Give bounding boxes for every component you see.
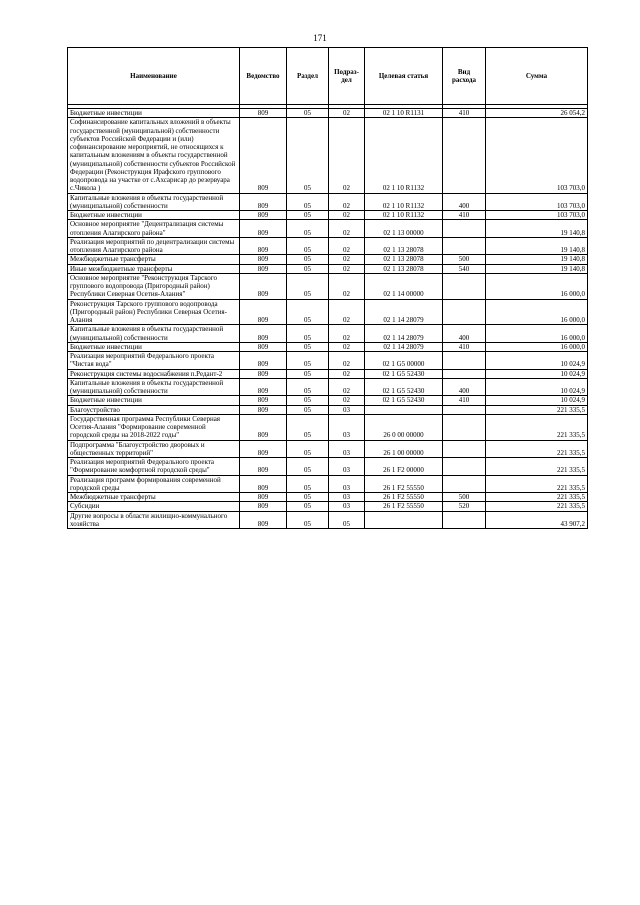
table-header-row — [68, 48, 588, 105]
cell-podrazdel: 02 — [329, 273, 365, 299]
cell-razdel: 05 — [287, 342, 329, 351]
cell-razdel: 05 — [287, 369, 329, 378]
table-row — [68, 264, 588, 273]
cell-vid — [443, 414, 486, 440]
header-razdel: Раздел — [287, 48, 329, 105]
cell-target: 02 1 14 28079 — [365, 299, 443, 325]
cell-summa: 221 335,5 — [486, 440, 588, 458]
cell-podrazdel: 02 — [329, 220, 365, 238]
cell-summa: 16 000,0 — [486, 325, 588, 343]
cell-name: Государственная программа Республики Северная Осетия-Алания "Формирование современной городской среды на 2018-2022 годы" — [68, 414, 240, 440]
table-row — [68, 109, 588, 118]
cell-podrazdel: 02 — [329, 378, 365, 396]
cell-vedomstvo: 809 — [240, 369, 287, 378]
page-number: 171 — [313, 33, 327, 43]
cell-summa: 16 000,0 — [486, 342, 588, 351]
cell-vedomstvo: 809 — [240, 475, 287, 493]
cell-name: Благоустройство — [68, 405, 240, 414]
cell-name: Капитальные вложения в объекты государственной (муниципальной) собственности — [68, 378, 240, 396]
cell-vid — [443, 220, 486, 238]
cell-target: 02 1 14 28079 — [365, 325, 443, 343]
cell-target: 02 1 10 R1131 — [365, 109, 443, 118]
cell-vid — [443, 405, 486, 414]
cell-razdel: 05 — [287, 109, 329, 118]
cell-vedomstvo: 809 — [240, 378, 287, 396]
cell-summa: 103 703,0 — [486, 193, 588, 211]
cell-summa: 19 140,8 — [486, 237, 588, 255]
cell-summa: 221 335,5 — [486, 414, 588, 440]
cell-target: 02 1 13 28078 — [365, 237, 443, 255]
table-row — [68, 220, 588, 238]
cell-razdel: 05 — [287, 325, 329, 343]
cell-target: 02 1 G5 52430 — [365, 378, 443, 396]
table-row — [68, 118, 588, 193]
cell-razdel: 05 — [287, 264, 329, 273]
cell-summa: 221 335,5 — [486, 493, 588, 502]
cell-podrazdel: 03 — [329, 458, 365, 476]
cell-vid: 410 — [443, 211, 486, 220]
cell-target: 02 1 G5 52430 — [365, 396, 443, 405]
cell-summa: 26 054,2 — [486, 109, 588, 118]
cell-target: 26 1 F2 55550 — [365, 493, 443, 502]
cell-razdel: 05 — [287, 220, 329, 238]
cell-razdel: 05 — [287, 502, 329, 511]
cell-target: 02 1 13 28078 — [365, 255, 443, 264]
header-summa: Сумма — [486, 48, 588, 105]
cell-name: Основное мероприятие "Децентрализация системы отопления Алагирского района" — [68, 220, 240, 238]
cell-vedomstvo: 809 — [240, 414, 287, 440]
cell-razdel: 05 — [287, 378, 329, 396]
cell-summa: 19 140,8 — [486, 255, 588, 264]
cell-razdel: 05 — [287, 475, 329, 493]
cell-vid — [443, 237, 486, 255]
cell-vid — [443, 511, 486, 529]
cell-vedomstvo: 809 — [240, 237, 287, 255]
cell-vid: 500 — [443, 255, 486, 264]
cell-vedomstvo: 809 — [240, 273, 287, 299]
cell-vid: 400 — [443, 378, 486, 396]
cell-name: Бюджетные инвестиции — [68, 342, 240, 351]
cell-vid — [443, 458, 486, 476]
cell-target: 02 1 13 28078 — [365, 264, 443, 273]
cell-podrazdel: 02 — [329, 237, 365, 255]
table-row — [68, 211, 588, 220]
cell-vedomstvo: 809 — [240, 220, 287, 238]
cell-name: Основное мероприятие "Реконструкция Тарского группового водопровода (Пригородный район) Республики Северная Осетия-Алания" — [68, 273, 240, 299]
cell-target: 02 1 G5 52430 — [365, 369, 443, 378]
table-row — [68, 255, 588, 264]
cell-name: Реализация программ формирования современной городской среды — [68, 475, 240, 493]
cell-name: Реконструкция Тарского группового водопровода (Пригородный район) Республики Северная Осетия-Алания — [68, 299, 240, 325]
cell-vedomstvo: 809 — [240, 352, 287, 370]
table-row — [68, 273, 588, 299]
header-name: Наименование — [68, 48, 240, 105]
cell-name: Бюджетные инвестиции — [68, 211, 240, 220]
cell-summa: 16 000,0 — [486, 273, 588, 299]
cell-vid: 400 — [443, 193, 486, 211]
cell-target: 02 1 14 28079 — [365, 342, 443, 351]
table-row — [68, 511, 588, 529]
cell-summa: 19 140,8 — [486, 220, 588, 238]
cell-target: 02 1 10 R1132 — [365, 211, 443, 220]
cell-target: 26 1 00 00000 — [365, 440, 443, 458]
cell-name: Межбюджетные трансферты — [68, 493, 240, 502]
cell-name: Реализация мероприятий Федерального проекта "Чистая вода" — [68, 352, 240, 370]
table-row — [68, 325, 588, 343]
cell-target: 26 1 F2 55550 — [365, 475, 443, 493]
cell-vedomstvo: 809 — [240, 118, 287, 193]
cell-name: Реализация мероприятий по децентрализации системы отопления Алагирского района — [68, 237, 240, 255]
cell-summa: 221 335,5 — [486, 475, 588, 493]
cell-name: Реализация мероприятий Федерального проекта "Формирование комфортной городской среды" — [68, 458, 240, 476]
cell-vedomstvo: 809 — [240, 342, 287, 351]
cell-razdel: 05 — [287, 396, 329, 405]
cell-summa: 103 703,0 — [486, 211, 588, 220]
table-row — [68, 352, 588, 370]
table-row — [68, 475, 588, 493]
cell-name: Софинансирование капитальных вложений в объекты государственной (муниципальной) собственности субъектов Российской Федерации и (или) софинансирование мероприятий, не относящихся к капитальным вложениям в объекты государственной (муниципальной) собственности субъектов Российской Федерации (Реконструкция Ирафского группового водопровода на участке от с.Ахсарисар до резервуара с.Чикола ) — [68, 118, 240, 193]
cell-vedomstvo: 809 — [240, 396, 287, 405]
cell-podrazdel: 03 — [329, 440, 365, 458]
cell-vedomstvo: 809 — [240, 255, 287, 264]
table-row — [68, 299, 588, 325]
table-row — [68, 396, 588, 405]
cell-podrazdel: 02 — [329, 193, 365, 211]
cell-name: Реконструкция системы водоснабжения п.Редант-2 — [68, 369, 240, 378]
cell-podrazdel: 02 — [329, 255, 365, 264]
cell-target: 26 0 00 00000 — [365, 414, 443, 440]
cell-name: Иные межбюджетные трансферты — [68, 264, 240, 273]
cell-podrazdel: 02 — [329, 396, 365, 405]
cell-summa: 10 024,9 — [486, 352, 588, 370]
table-row — [68, 414, 588, 440]
cell-podrazdel: 02 — [329, 118, 365, 193]
header-target: Целевая статья — [365, 48, 443, 105]
cell-podrazdel: 05 — [329, 511, 365, 529]
cell-razdel: 05 — [287, 511, 329, 529]
cell-vedomstvo: 809 — [240, 211, 287, 220]
cell-vid — [443, 352, 486, 370]
cell-name: Капитальные вложения в объекты государственной (муниципальной) собственности — [68, 325, 240, 343]
table-row — [68, 342, 588, 351]
cell-razdel: 05 — [287, 193, 329, 211]
cell-podrazdel: 02 — [329, 109, 365, 118]
cell-podrazdel: 02 — [329, 369, 365, 378]
header-podrazdel: Подраз- дел — [329, 48, 365, 105]
cell-podrazdel: 02 — [329, 299, 365, 325]
cell-razdel: 05 — [287, 211, 329, 220]
cell-summa: 16 000,0 — [486, 299, 588, 325]
cell-summa: 221 335,5 — [486, 405, 588, 414]
cell-name: Подпрограмма "Благоустройство дворовых и общественных территорий" — [68, 440, 240, 458]
cell-vid: 410 — [443, 342, 486, 351]
header-vedomstvo: Ведомство — [240, 48, 287, 105]
cell-vid — [443, 369, 486, 378]
cell-target: 02 1 10 R1132 — [365, 118, 443, 193]
cell-razdel: 05 — [287, 440, 329, 458]
cell-vedomstvo: 809 — [240, 325, 287, 343]
cell-summa: 221 335,5 — [486, 458, 588, 476]
cell-vedomstvo: 809 — [240, 193, 287, 211]
cell-target: 26 1 F2 55550 — [365, 502, 443, 511]
table-row — [68, 405, 588, 414]
cell-vid: 540 — [443, 264, 486, 273]
cell-vid — [443, 273, 486, 299]
cell-vedomstvo: 809 — [240, 511, 287, 529]
cell-vedomstvo: 809 — [240, 109, 287, 118]
table-row — [68, 502, 588, 511]
cell-target: 26 1 F2 00000 — [365, 458, 443, 476]
cell-target: 02 1 14 00000 — [365, 273, 443, 299]
cell-vid: 400 — [443, 325, 486, 343]
cell-vedomstvo: 809 — [240, 405, 287, 414]
cell-summa: 43 907,2 — [486, 511, 588, 529]
cell-podrazdel: 03 — [329, 502, 365, 511]
table-body — [68, 109, 588, 529]
cell-summa: 221 335,5 — [486, 502, 588, 511]
cell-vid: 500 — [443, 493, 486, 502]
cell-razdel: 05 — [287, 299, 329, 325]
cell-vedomstvo: 809 — [240, 440, 287, 458]
cell-target: 02 1 13 00000 — [365, 220, 443, 238]
cell-razdel: 05 — [287, 493, 329, 502]
cell-target — [365, 405, 443, 414]
cell-vid: 520 — [443, 502, 486, 511]
cell-summa: 103 703,0 — [486, 118, 588, 193]
table-row — [68, 458, 588, 476]
cell-podrazdel: 03 — [329, 475, 365, 493]
cell-summa: 10 024,9 — [486, 396, 588, 405]
cell-name: Межбюджетные трансферты — [68, 255, 240, 264]
cell-vedomstvo: 809 — [240, 493, 287, 502]
cell-vedomstvo: 809 — [240, 299, 287, 325]
cell-podrazdel: 02 — [329, 342, 365, 351]
cell-summa: 10 024,9 — [486, 369, 588, 378]
cell-podrazdel: 03 — [329, 493, 365, 502]
cell-name: Бюджетные инвестиции — [68, 396, 240, 405]
cell-vedomstvo: 809 — [240, 458, 287, 476]
cell-vid: 410 — [443, 396, 486, 405]
cell-razdel: 05 — [287, 237, 329, 255]
cell-name: Бюджетные инвестиции — [68, 109, 240, 118]
cell-name: Капитальные вложения в объекты государственной (муниципальной) собственности — [68, 193, 240, 211]
cell-target: 02 1 10 R1132 — [365, 193, 443, 211]
cell-podrazdel: 03 — [329, 405, 365, 414]
cell-vid — [443, 299, 486, 325]
cell-razdel: 05 — [287, 255, 329, 264]
cell-vedomstvo: 809 — [240, 502, 287, 511]
cell-name: Другие вопросы в области жилищно-коммунального хозяйства — [68, 511, 240, 529]
cell-razdel: 05 — [287, 458, 329, 476]
table-row — [68, 369, 588, 378]
cell-podrazdel: 02 — [329, 325, 365, 343]
cell-target: 02 1 G5 00000 — [365, 352, 443, 370]
cell-razdel: 05 — [287, 273, 329, 299]
cell-summa: 10 024,9 — [486, 378, 588, 396]
table-row — [68, 237, 588, 255]
header-vid: Вид расхода — [443, 48, 486, 105]
cell-target — [365, 511, 443, 529]
budget-table — [67, 47, 588, 529]
cell-vid — [443, 118, 486, 193]
cell-name: Субсидии — [68, 502, 240, 511]
cell-vid — [443, 475, 486, 493]
cell-razdel: 05 — [287, 405, 329, 414]
table-row — [68, 440, 588, 458]
cell-summa: 19 140,8 — [486, 264, 588, 273]
cell-podrazdel: 02 — [329, 211, 365, 220]
cell-razdel: 05 — [287, 118, 329, 193]
cell-podrazdel: 02 — [329, 352, 365, 370]
cell-vedomstvo: 809 — [240, 264, 287, 273]
table-row — [68, 193, 588, 211]
cell-podrazdel: 03 — [329, 414, 365, 440]
table-row — [68, 378, 588, 396]
cell-razdel: 05 — [287, 352, 329, 370]
cell-vid: 410 — [443, 109, 486, 118]
table-row — [68, 493, 588, 502]
cell-podrazdel: 02 — [329, 264, 365, 273]
cell-razdel: 05 — [287, 414, 329, 440]
cell-vid — [443, 440, 486, 458]
